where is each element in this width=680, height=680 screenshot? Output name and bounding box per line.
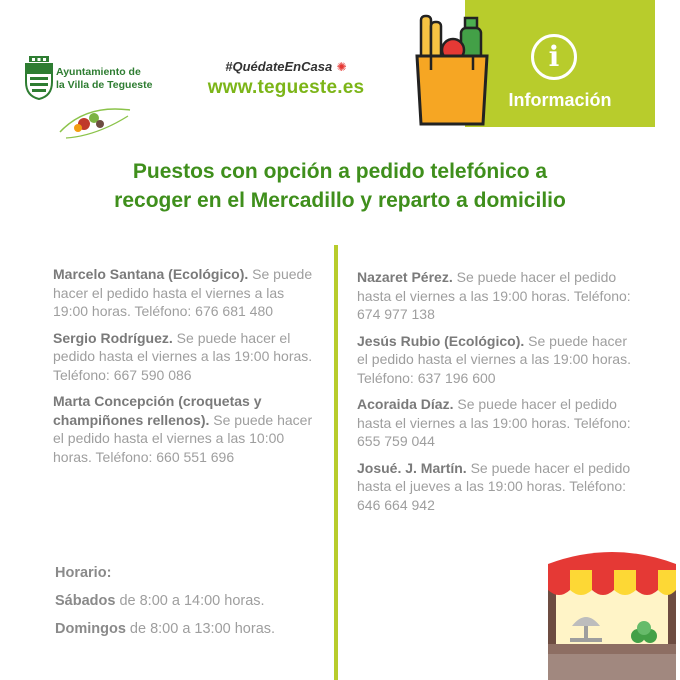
vendor-name: Josué. J. Martín.: [357, 459, 467, 476]
fruit-logo-icon: [56, 102, 136, 142]
vendor-details: Se puede hacer el pedido hasta el viernes a las 10:00 horas. Teléfono: 660 551 696: [53, 411, 313, 465]
column-divider: [334, 245, 338, 680]
website-link[interactable]: www.tegueste.es: [207, 77, 365, 98]
shield-icon: [24, 56, 54, 100]
vendor-details: Se puede hacer el pedido hasta el jueves a las 19:00 horas. Teléfono: 646 664 942: [357, 459, 631, 513]
page-title: [40, 157, 640, 215]
hours-label: Horario:: [55, 565, 112, 581]
hours-sunday: [55, 621, 315, 637]
vendor-name: Nazaret Pérez.: [357, 269, 453, 285]
vendor-name: Marcelo Santana (Ecológico).: [53, 266, 249, 282]
virus-icon: ✺: [336, 60, 347, 74]
grocery-bag-icon: [413, 12, 503, 130]
vendor-details: Se puede hacer el pedido hasta el viernes a las 19:00 horas. Teléfono: 637 196 600: [357, 332, 631, 386]
day-label: Domingos: [55, 621, 126, 637]
municipality-name-line2: la Villa de Tegueste: [56, 79, 153, 91]
vendor-entry: [53, 265, 318, 321]
municipality-name-line1: Ayuntamiento de: [56, 66, 141, 78]
vendor-list-right: [357, 268, 637, 522]
hashtag: #QuédateEnCasa: [225, 59, 333, 74]
vendor-entry: [357, 395, 637, 451]
vendor-name: Sergio Rodríguez.: [53, 329, 173, 346]
vendor-list-left: [53, 265, 318, 474]
municipality-logo: [22, 52, 172, 142]
vendor-entry: [357, 332, 637, 388]
info-label: Información: [508, 90, 612, 110]
info-icon: [531, 34, 577, 80]
campaign-block: [196, 58, 376, 99]
info-symbol: i: [548, 40, 560, 73]
day-label: Sábados: [55, 593, 116, 609]
vendor-entry: [53, 329, 318, 385]
vendor-entry: [53, 392, 318, 466]
vendor-details: Se puede hacer el pedido hasta el viernes a las 19:00 horas. Teléfono: 667 590 086: [53, 329, 313, 383]
market-stall-icon: [542, 540, 680, 680]
time-range: de 8:00 a 13:00 horas.: [125, 621, 276, 637]
vendor-name: Jesús Rubio (Ecológico).: [357, 332, 525, 349]
hours-saturday: [55, 593, 315, 609]
opening-hours: [55, 565, 315, 649]
vendor-entry: [357, 459, 637, 515]
vendor-details: Se puede hacer el pedido hasta el viernes a las 19:00 horas. Teléfono: 655 759 044: [357, 396, 631, 449]
time-range: de 8:00 a 14:00 horas.: [115, 593, 265, 609]
vendor-details: Se puede hacer el pedido hasta el viernes a las 19:00 horas. Teléfono: 676 681 480: [53, 266, 313, 319]
title-line2: recoger en el Mercadillo y reparto a domicilio: [114, 189, 566, 212]
vendor-name: Acoraida Díaz.: [357, 396, 454, 412]
vendor-name: Marta Concepción (croquetas y champiñones rellenos).: [53, 393, 262, 428]
vendor-entry: [357, 268, 637, 324]
vendor-details: Se puede hacer el pedido hasta el viernes a las 19:00 horas. Teléfono: 674 977 138: [357, 269, 631, 322]
title-line1: Puestos con opción a pedido telefónico a: [132, 160, 548, 183]
